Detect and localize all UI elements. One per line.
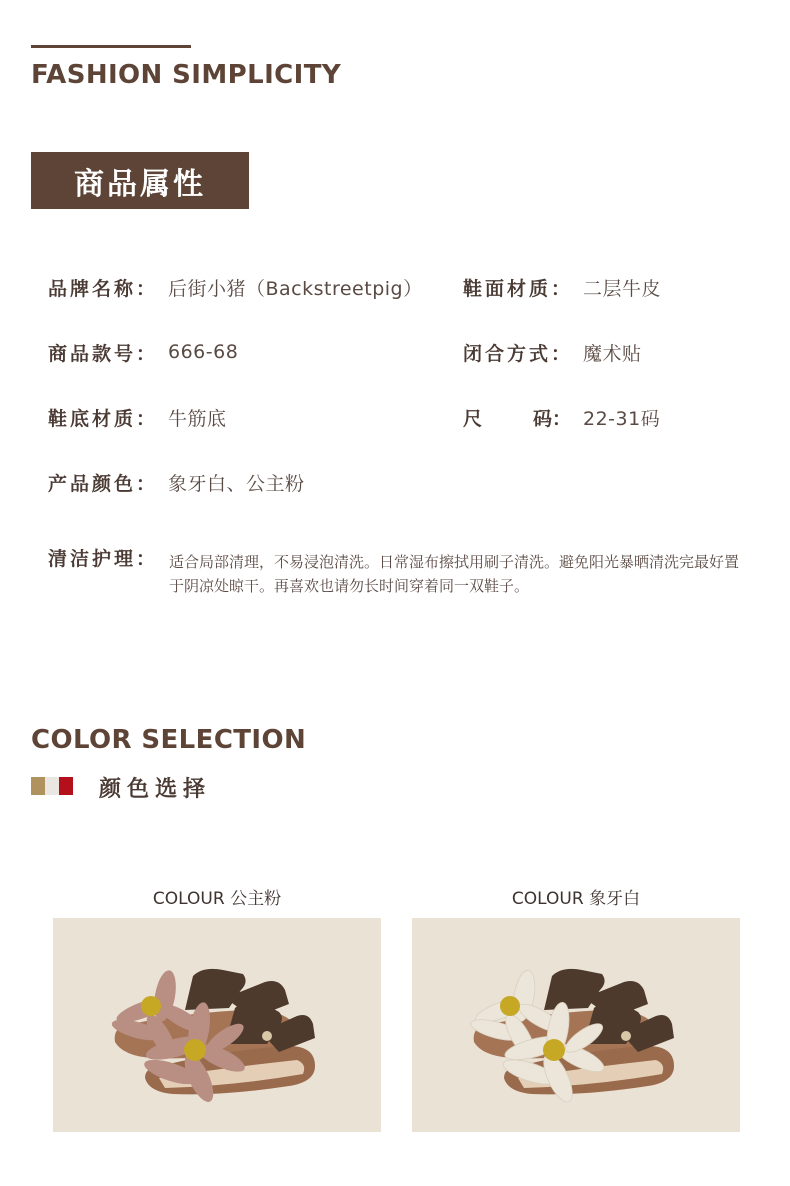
attr-color: [48, 467, 305, 497]
attr-sole-label: 鞋底材质：: [48, 407, 159, 430]
page-title: FASHION SIMPLICITY: [31, 60, 342, 90]
swatch-ivory: [45, 777, 59, 795]
color-swatches: [31, 777, 73, 795]
product-image[interactable]: [53, 918, 381, 1132]
swatch-red: [59, 777, 73, 795]
product-image[interactable]: [412, 918, 740, 1132]
attr-model-value: 666-68: [168, 341, 239, 363]
color-section-title: COLOR SELECTION: [31, 725, 307, 755]
ivory-daisy-sandal-icon: [412, 918, 740, 1132]
attr-size-label: [463, 404, 571, 431]
attr-brand-label: 品牌名称：: [48, 277, 159, 300]
attr-brand-value: 后街小猪（Backstreetpig）: [168, 277, 423, 300]
color-section-subtitle: 颜色选择: [99, 777, 212, 802]
product-card-ivory[interactable]: [412, 884, 740, 1132]
swatch-gold: [31, 777, 45, 795]
attr-care-value: 适合局部清理，不易浸泡清洗。日常湿布擦拭用刷子清洗。避免阳光暴晒清洗完最好置于阴凉处晾干。再喜欢也请勿长时间穿着同一双鞋子。: [169, 553, 740, 595]
attr-size: [463, 402, 660, 432]
attr-size-value: 22-31码: [583, 407, 661, 430]
pink-daisy-sandal-icon: [53, 918, 381, 1132]
product-caption: COLOUR 公主粉: [152, 889, 282, 909]
attr-upper-material-label: 鞋面材质：: [463, 277, 574, 300]
attr-model: [48, 337, 238, 367]
attributes-banner-label: 商品属性: [74, 166, 206, 202]
attr-closure-label: 闭合方式：: [463, 342, 574, 365]
attr-care: [48, 544, 758, 598]
attr-brand: [48, 272, 423, 302]
product-card-pink[interactable]: [53, 884, 381, 1132]
attr-sole-value: 牛筋底: [168, 407, 227, 430]
attributes-banner: [31, 152, 249, 209]
attr-color-value: 象牙白、公主粉: [168, 472, 305, 495]
attr-model-label: 商品款号：: [48, 342, 159, 365]
product-caption: COLOUR 象牙白: [511, 889, 641, 909]
attr-sole: [48, 402, 227, 432]
attr-upper-material-value: 二层牛皮: [583, 277, 662, 300]
attr-care-label: 清洁护理：: [48, 548, 159, 570]
attr-closure-value: 魔术贴: [583, 342, 642, 365]
attr-color-label: 产品颜色：: [48, 472, 159, 495]
header-rule: [31, 45, 191, 48]
attr-size-label-b: 码：: [532, 407, 571, 430]
attr-closure: [463, 337, 642, 367]
attr-upper-material: [463, 272, 661, 302]
attr-size-label-a: 尺: [463, 407, 483, 430]
